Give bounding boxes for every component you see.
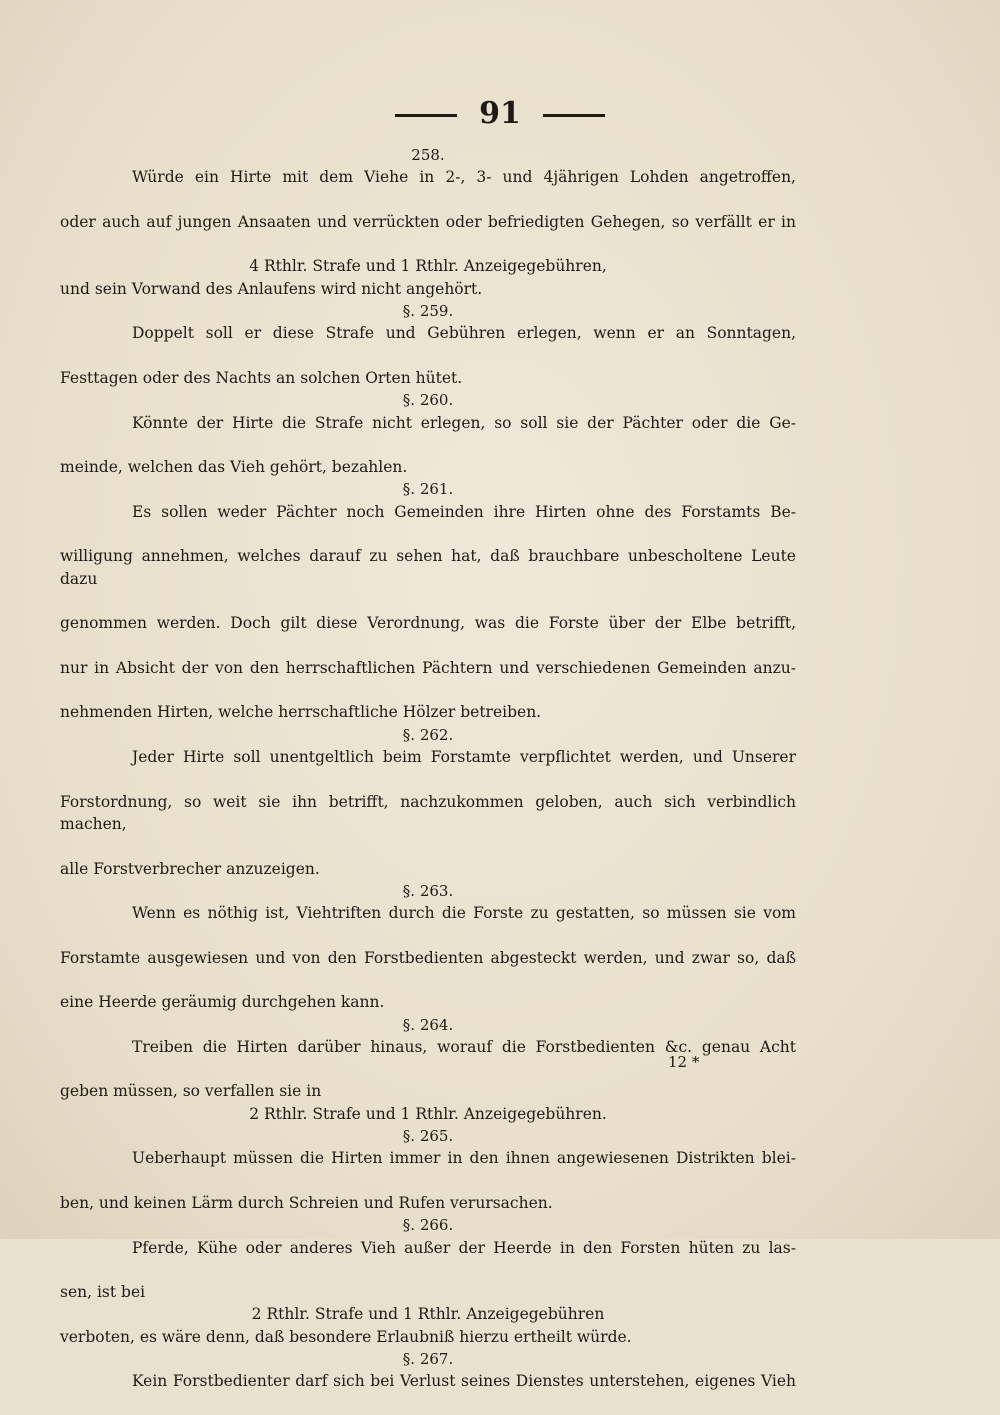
text-line: Festtagen oder des Nachts an solchen Orten hütet. [60, 368, 463, 387]
section-heading: 258. [411, 146, 445, 164]
text-line: Forstordnung, so weit sie ihn betrifft, nachzukommen geloben, auch sich verbindlich machen, [60, 792, 796, 833]
section-heading: §. 261. [402, 480, 454, 499]
text-line: willigung annehmen, welches darauf zu sehen hat, daß brauchbare unbescholtene Leute dazu [60, 547, 796, 588]
fine-line: 4 Rthlr. Strafe und 1 Rthlr. Anzeigegebühren, [249, 257, 607, 276]
page-header [0, 96, 1000, 131]
text-line: Ueberhaupt müssen die Hirten immer in den ihnen angewiesenen Distrikten blei- [132, 1149, 796, 1168]
text-line: verboten, es wäre denn, daß besondere Erlaubniß hierzu ertheilt würde. [60, 1327, 632, 1346]
section-heading: §. 264. [402, 1015, 454, 1034]
fine-line: 2 Rthlr. Strafe und 1 Rthlr. Anzeigegebühren. [249, 1104, 607, 1123]
signature-mark: 12 * [668, 1053, 700, 1071]
text-line: nehmenden Hirten, welche herrschaftliche Hölzer betreiben. [60, 703, 542, 722]
text-line: und sein Vorwand des Anlaufens wird nicht angehört. [60, 279, 483, 298]
text-line: Es sollen weder Pächter noch Gemeinden ihre Hirten ohne des Forstamts Be- [132, 502, 796, 521]
section-heading: §. 267. [402, 1350, 454, 1369]
text-line: genommen werden. Doch gilt diese Verordnung, was die Forste über der Elbe betrifft, [60, 614, 796, 633]
text-line: eine Heerde geräumig durchgehen kann. [60, 993, 385, 1012]
text-line: ben, und keinen Lärm durch Schreien und Rufen verursachen. [60, 1193, 553, 1212]
fine-line: 2 Rthlr. Strafe und 1 Rthlr. Anzeigegebühren [251, 1305, 605, 1324]
text-line: Kein Forstbedienter darf sich bei Verlust seines Dienstes unterstehen, eigenes Vieh [132, 1372, 796, 1391]
text-line: Wenn es nöthig ist, Viehtriften durch die Forste zu gestatten, so müssen sie vom [132, 904, 796, 923]
page-number: 91 [479, 96, 521, 131]
section-heading: §. 260. [402, 391, 454, 410]
text-line: oder auch auf jungen Ansaaten und verrückten oder befriedigten Gehegen, so verfällt er in [60, 212, 796, 231]
text-line: nur in Absicht der von den herrschaftlichen Pächtern und verschiedenen Gemeinden anzu- [60, 658, 796, 677]
text-line: Pferde, Kühe oder anderes Vieh außer der Heerde in den Forsten hüten zu las- [132, 1238, 796, 1257]
text-line: Forstamte ausgewiesen und von den Forstbedienten abgesteckt werden, und zwar so, daß [60, 948, 796, 967]
section-heading: §. 259. [402, 302, 454, 321]
section-heading: §. 265. [402, 1127, 454, 1146]
text-line: alle Forstverbrecher anzuzeigen. [60, 859, 320, 878]
text-line: Doppelt soll er diese Strafe und Gebühren erlegen, wenn er an Sonntagen, [132, 324, 796, 343]
text-line: meinde, welchen das Vieh gehört, bezahlen. [60, 458, 408, 477]
text-line: geben müssen, so verfallen sie in [60, 1082, 322, 1101]
header-rule-right [543, 114, 605, 117]
section-heading: §. 266. [402, 1216, 454, 1235]
header-rule-left [395, 114, 457, 117]
text-line: Würde ein Hirte mit dem Viehe in 2-, 3- und 4jährigen Lohden angetroffen, [132, 168, 796, 187]
section-heading: §. 263. [402, 881, 454, 900]
text-line: Jeder Hirte soll unentgeltlich beim Forstamte verpflichtet werden, und Unserer [132, 748, 796, 767]
body-text [60, 144, 796, 1415]
text-line: Könnte der Hirte die Strafe nicht erlegen, so soll sie der Pächter oder die Ge- [132, 413, 796, 432]
text-line: Treiben die Hirten darüber hinaus, worauf die Forstbedienten &c. genau Acht [132, 1037, 796, 1056]
text-line: sen, ist bei [60, 1283, 146, 1302]
section-heading: §. 262. [402, 725, 454, 744]
